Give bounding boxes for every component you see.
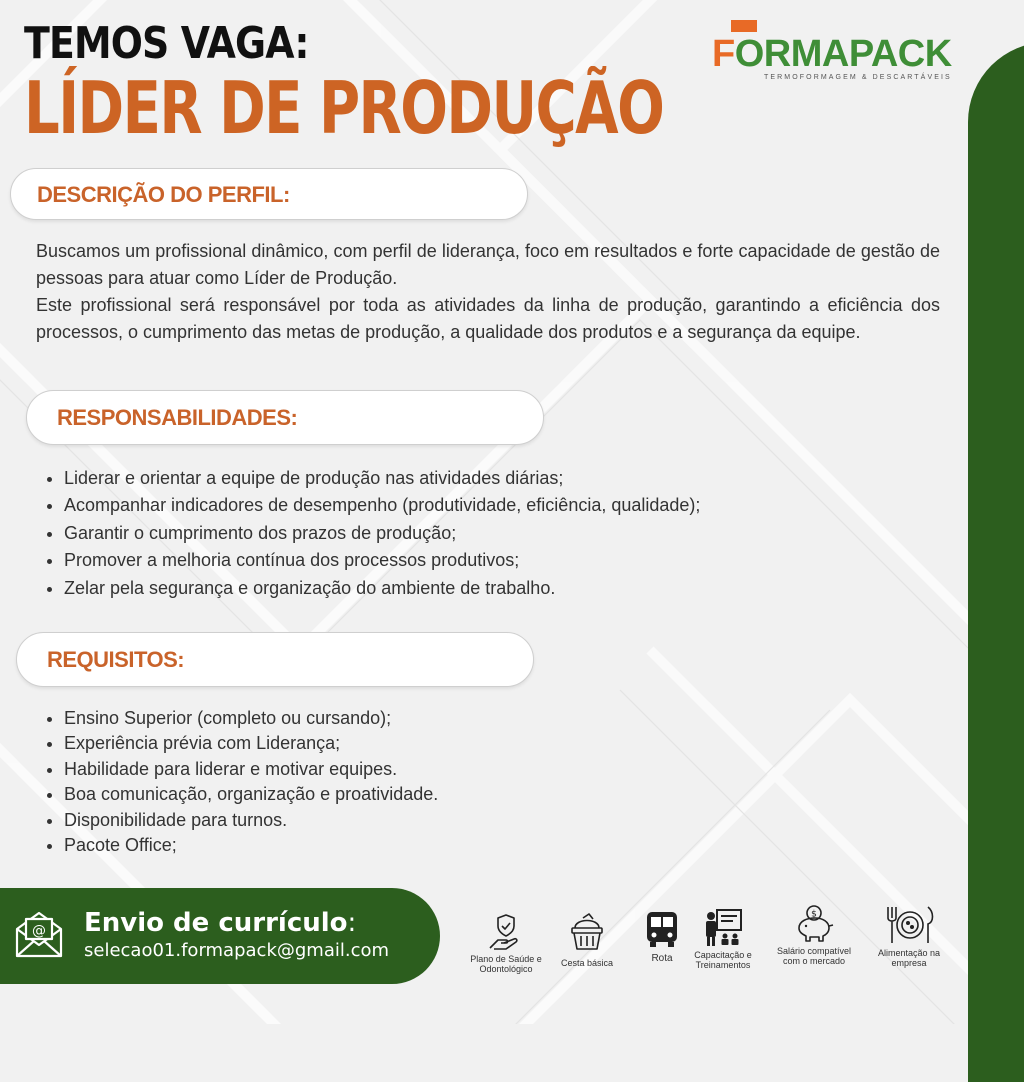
list-item: • Ensino Superior (completo ou cursando); (64, 706, 438, 731)
email-envelope-icon (14, 909, 64, 959)
benefit-label: Rota (651, 953, 673, 964)
benefit-health (460, 912, 552, 974)
list-item: • Boa comunicação, organização e proatividade. (64, 782, 438, 807)
list-item: • Zelar pela segurança e organização do ambiente de trabalho. (64, 575, 700, 602)
list-item: • Pacote Office; (64, 833, 438, 858)
benefit-label: com o mercado (782, 956, 846, 966)
requirements-heading: REQUISITOS: (47, 647, 185, 672)
benefit-label: Salário compatível (776, 946, 852, 956)
list-item: • Acompanhar indicadores de desempenho (produtividade, eficiência, qualidade); (64, 492, 700, 519)
benefit-label: Alimentação na (877, 948, 941, 958)
benefit-training (686, 908, 760, 970)
benefit-salary (768, 904, 860, 966)
benefit-label: Plano de Saúde e (470, 954, 542, 964)
benefit-meal (866, 904, 952, 968)
green-side-panel (968, 42, 1024, 1082)
cv-email[interactable]: selecao01.formapack@gmail.com (84, 940, 390, 961)
logo-letters-ormapack: ORMAPACK (734, 33, 952, 75)
benefit-label: empresa (891, 958, 927, 968)
training-board-icon (703, 908, 743, 948)
cv-title-text: Envio de currículo (84, 908, 348, 938)
profile-description (36, 238, 940, 346)
list-item: • Experiência prévia com Liderança; (64, 731, 438, 756)
profile-paragraph-2: Este profissional será responsável por toda as atividades da linha de produção, garantindo a eficiência dos processos, o cumprimento das metas de produção, a qualidade dos produtos e a segurança da equipe. (36, 295, 940, 342)
benefit-label: Odontológico (479, 964, 533, 974)
cv-title (84, 908, 356, 938)
meal-plate-icon (882, 904, 936, 946)
requirements-heading-pill (16, 632, 534, 687)
benefit-basket (552, 912, 622, 968)
responsibilities-heading: RESPONSABILIDADES: (57, 405, 298, 430)
health-hand-shield-icon (486, 912, 526, 952)
benefit-label: Cesta básica (560, 958, 614, 968)
list-item: • Liderar e orientar a equipe de produção nas atividades diárias; (64, 465, 700, 492)
svg-text:$: $ (811, 909, 817, 920)
headline-temos-vaga: TEMOS VAGA: (24, 18, 309, 69)
logo-letter-f: F (712, 33, 735, 75)
profile-heading-pill (10, 168, 528, 220)
responsibilities-heading-pill (26, 390, 544, 445)
list-item: • Disponibilidade para turnos. (64, 808, 438, 833)
profile-paragraph-1: Buscamos um profissional dinâmico, com perfil de liderança, foco em resultados e forte capacidade de gestão de pessoas para atuar como Líder de Produção. (36, 241, 940, 288)
profile-heading: DESCRIÇÃO DO PERFIL: (37, 182, 290, 207)
logo-wordmark (712, 34, 952, 74)
list-item: • Promover a melhoria contínua dos processos produtivos; (64, 547, 700, 574)
benefit-label: Capacitação e (694, 950, 752, 960)
piggy-bank-icon (793, 904, 835, 944)
cv-title-colon: : (347, 908, 357, 938)
requirements-list (36, 706, 438, 858)
formapack-logo (712, 20, 952, 90)
headline-job-title: LÍDER DE PRODUÇÃO (24, 66, 664, 150)
svg-text:@: @ (32, 923, 46, 939)
benefit-bus (640, 910, 684, 964)
basket-icon (567, 912, 607, 952)
logo-tagline: TERMOFORMAGEM & DESCARTÁVEIS (764, 74, 952, 81)
responsibilities-list (36, 465, 700, 602)
benefit-label: Treinamentos (695, 960, 751, 970)
list-item: • Habilidade para liderar e motivar equipes. (64, 757, 438, 782)
list-item: • Garantir o cumprimento dos prazos de produção; (64, 520, 700, 547)
bus-icon (644, 910, 680, 948)
